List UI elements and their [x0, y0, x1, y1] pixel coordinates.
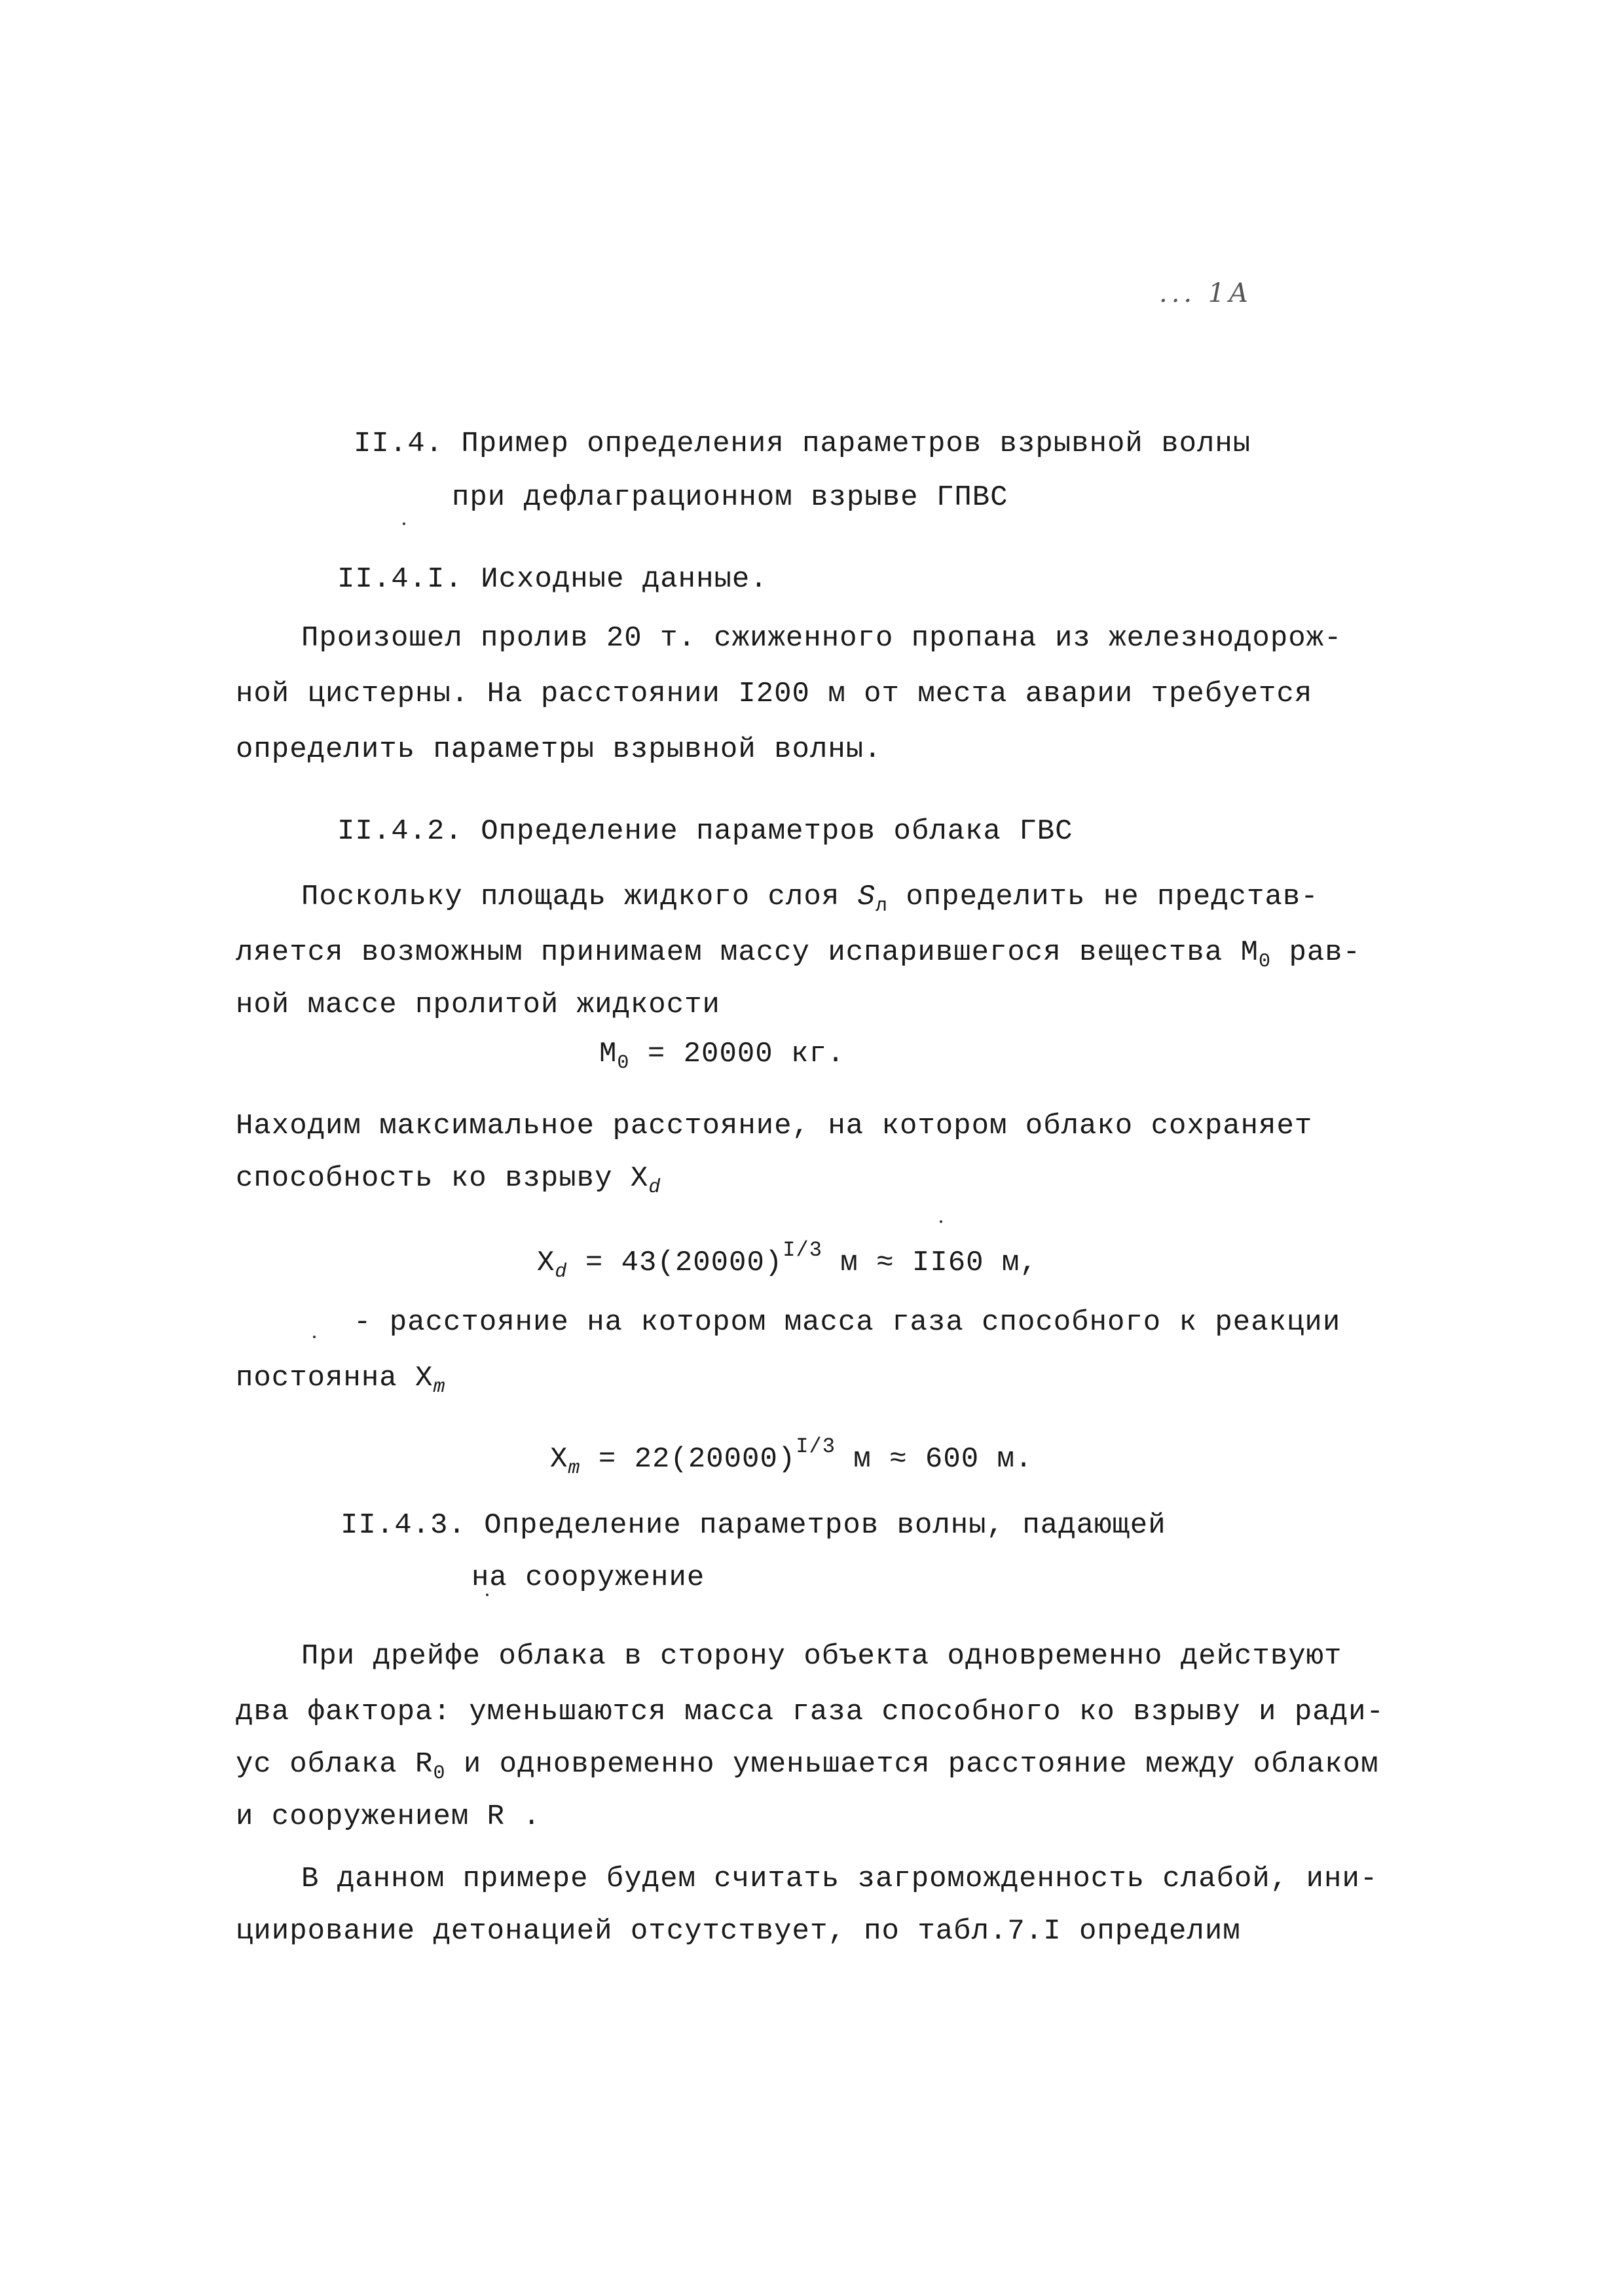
- handwritten-page-mark: ... 1А: [1159, 278, 1253, 308]
- equation-max-distance: $X_d = 43(20000)^{I/3}$ м ≈ II60 м,: [537, 1238, 1038, 1283]
- paragraph-line: Находим максимальное расстояние, на котором облако сохраняет: [236, 1110, 1313, 1142]
- scan-speck: [403, 522, 405, 525]
- section-heading-line-1: II.4. Пример определения параметров взрывной волны: [354, 428, 1251, 460]
- symbol-x: X: [415, 1362, 434, 1394]
- symbol-area: S: [857, 881, 876, 913]
- paragraph-line: циирование детонацией отсутствует, по табл.7.I определим: [236, 1915, 1241, 1948]
- section-heading-line-2: при дефлаграционном взрыве ГПВС: [452, 481, 1008, 514]
- symbol-x: X: [630, 1162, 649, 1195]
- paragraph-line: два фактора: уменьшаются масса газа способного ко взрыву и ради-: [236, 1696, 1384, 1728]
- paragraph-line: При дрейфе облака в сторону объекта одновременно действуют: [301, 1640, 1342, 1673]
- paragraph-line: способность ко взрыву $X_d$: [236, 1162, 661, 1199]
- paragraph-line: ус облака $R_0$ и одновременно уменьшается расстояние между облаком: [236, 1748, 1379, 1785]
- paragraph-line: ляется возможным принимаем массу испарившегося вещества $M_0$ рав-: [236, 936, 1361, 973]
- paragraph-line: Произошел пролив 20 т. сжиженного пропана из железнодорож-: [301, 622, 1342, 655]
- paragraph-line: постоянна $X_m$: [236, 1362, 446, 1398]
- subsection-heading-initial-data: II.4.I. Исходные данные.: [337, 563, 768, 596]
- paragraph-line: ной цистерны. На расстоянии I200 м от места аварии требуется: [236, 678, 1313, 710]
- paragraph-line: и сооружением R .: [236, 1800, 541, 1833]
- paragraph-line: - расстояние на котором масса газа способного к реакции: [354, 1306, 1341, 1339]
- subsection-heading-wave-parameters-line-1: II.4.3. Определение параметров волны, падающей: [341, 1509, 1166, 1542]
- subsection-heading-wave-parameters-line-2: на сооружение: [471, 1561, 705, 1594]
- paragraph-line: ной массе пролитой жидкости: [236, 989, 720, 1021]
- scan-speck: [313, 1336, 316, 1338]
- symbol-mass: M: [1240, 936, 1259, 969]
- subsection-heading-cloud-parameters: II.4.2. Определение параметров облака ГВС: [337, 815, 1073, 848]
- equation-mass: $M_0 = 20000$ кг.: [599, 1038, 845, 1074]
- paragraph-line: Поскольку площадь жидкого слоя $S_л$ определить не представ-: [301, 881, 1319, 917]
- equation-constant-distance: $X_m = 22(20000)^{I/3}$ м ≈ 600 м.: [550, 1434, 1033, 1480]
- paragraph-line: В данном примере будем считать загроможденность слабой, ини-: [301, 1863, 1378, 1895]
- symbol-radius: R: [415, 1748, 434, 1781]
- paragraph-line: определить параметры взрывной волны.: [236, 733, 882, 766]
- scan-speck: [940, 1220, 942, 1223]
